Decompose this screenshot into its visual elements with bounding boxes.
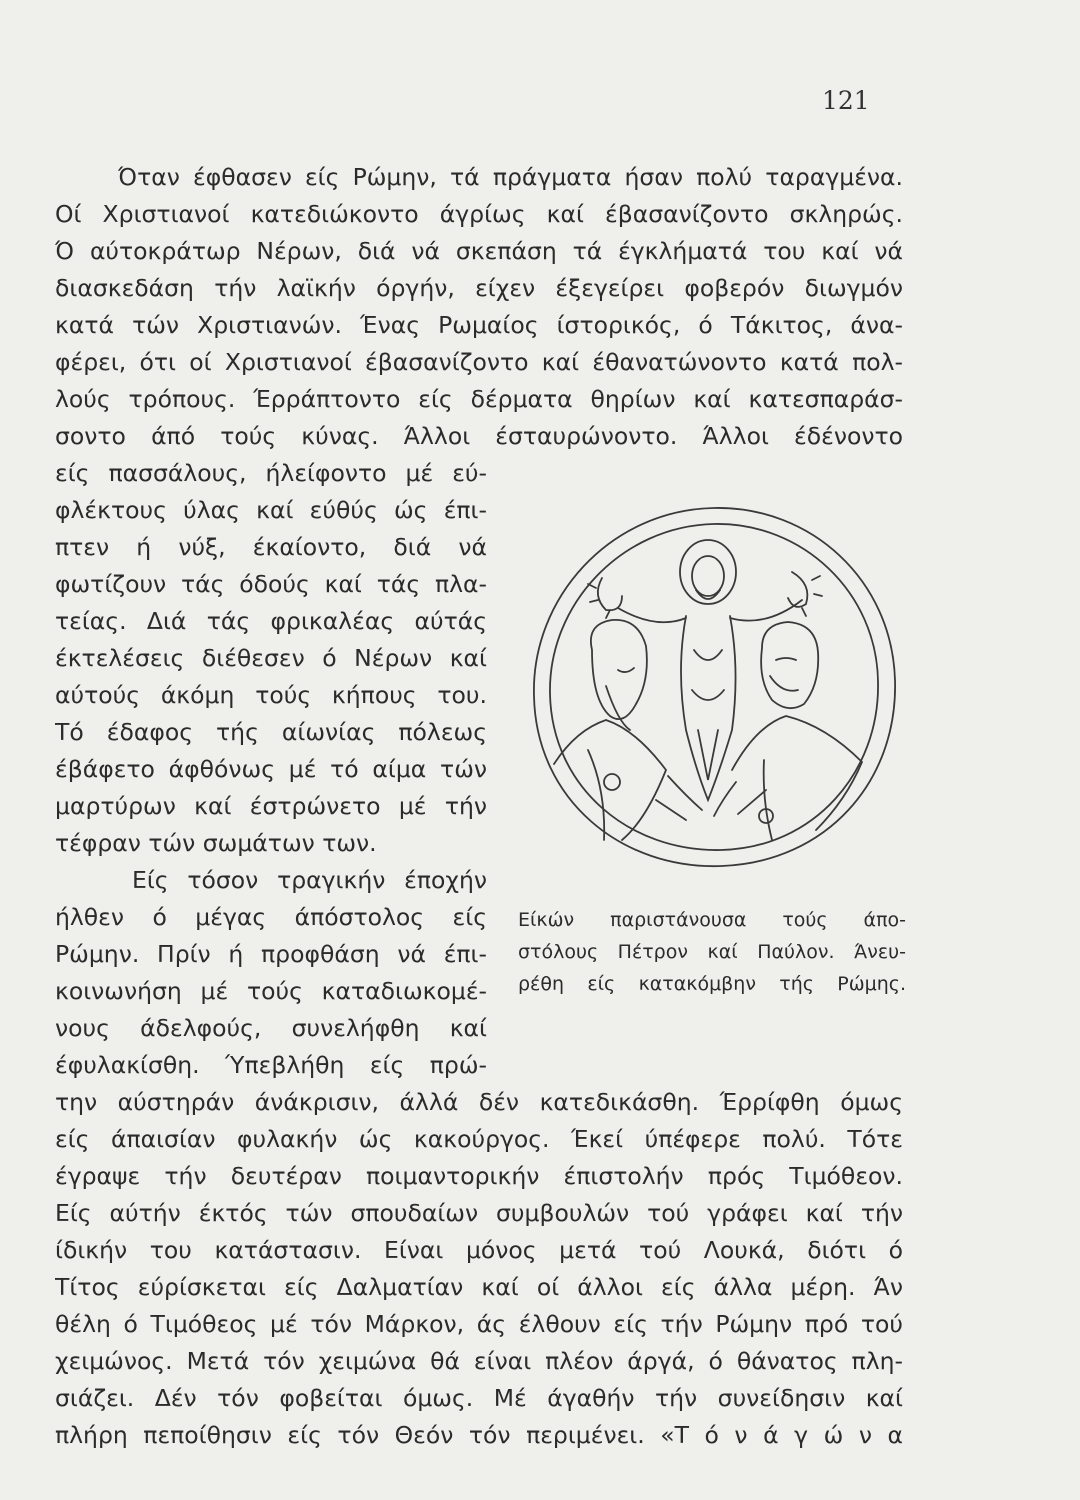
text-line: σοντο άπό τούς κύνας. Άλλοι έσταυρώνοντο. Άλλοι έδένοντο: [55, 422, 903, 450]
apostles-medallion-illustration: [526, 500, 902, 876]
text-line: Ό αύτοκράτωρ Νέρων, διά νά σκεπάση τά έγκλήματά του καί νά: [55, 237, 903, 265]
text-line: θέλη ό Τιμόθεος μέ τόν Μάρκον, άς έλθουν είς τήν Ρώμην πρό τού: [55, 1310, 903, 1338]
text-line: διασκεδάση τήν λαϊκήν όργήν, είχεν έξεγείρει φοβερόν διωγμόν: [55, 274, 903, 302]
text-line: ήλθεν ό μέγας άπόστολος είς: [55, 903, 487, 931]
text-line: Τό έδαφος τής αίωνίας πόλεως: [55, 718, 487, 746]
text-line: τέφραν τών σωμάτων των.: [55, 829, 377, 857]
peter-robe: [732, 716, 862, 840]
text-line: φέρει, ότι οί Χριστιανοί έβασανίζοντο καί έθανατώνοντο κατά πολ-: [55, 348, 903, 376]
text-line: μαρτύρων καί έστρώνετο μέ τήν: [55, 792, 487, 820]
text-line: τείας. Διά τάς φρικαλέας αύτάς: [55, 607, 487, 635]
figure-caption: [518, 904, 906, 1000]
text-line: Είς τόσον τραγικήν έποχήν: [132, 866, 487, 894]
paul-robe: [554, 720, 666, 840]
medallion-outer-ring: [534, 508, 895, 866]
caption-line: Είκών παριστάνουσα τούς άπο-: [518, 909, 906, 931]
text-line: χειμώνος. Μετά τόν χειμώνα θά είναι πλέον άργά, ό θάνατος πλη-: [55, 1347, 903, 1375]
left-wreath: [588, 578, 622, 618]
text-line: λούς τρόπους. Έρράπτοντο είς δέρματα θηρίων καί κατεσπαράσ-: [55, 385, 903, 413]
text-line: κατά τών Χριστιανών. Ένας Ρωμαίος ίστορικός, ό Τάκιτος, άνα-: [55, 311, 903, 339]
text-line: έβάφετο άφθόνως μέ τό αίμα τών: [55, 755, 487, 783]
text-line: έκτελέσεις διέθεσεν ό Νέρων καί: [55, 644, 487, 672]
text-line: αύτούς άκόμη τούς κήπους του.: [55, 681, 487, 709]
text-line: πλήρη πεποίθησιν είς τόν Θεόν τόν περιμένει. «Τ ό ν ά γ ώ ν α: [55, 1421, 903, 1449]
text-line: ίδικήν του κατάστασιν. Είναι μόνος μετά τού Λουκά, διότι ό: [55, 1236, 903, 1264]
text-line: νους άδελφούς, συνελήφθη καί: [55, 1014, 487, 1042]
caption-line: στόλους Πέτρον καί Παύλον. Άνευ-: [518, 941, 906, 963]
text-line: Είς αύτήν έκτός τών σπουδαίων συμβουλών τού γράφει καί τήν: [55, 1199, 903, 1227]
peter-head: [761, 622, 818, 708]
text-line: κοινωνήση μέ τούς καταδιωκομέ-: [55, 977, 487, 1005]
text-line: Όταν έφθασεν είς Ρώμην, τά πράγματα ήσαν πολύ ταραγμένα.: [118, 163, 903, 191]
text-line: είς πασσάλους, ήλείφοντο μέ εύ-: [55, 459, 487, 487]
medallion-inner-ring: [550, 524, 878, 850]
halo: [680, 540, 736, 604]
text-line: είς άπαισίαν φυλακήν ώς κακούργος. Έκεί ύπέφερε πολύ. Τότε: [55, 1125, 903, 1153]
text-line: πτεν ή νύξ, έκαίοντο, διά νά: [55, 533, 487, 561]
text-line: την αύστηράν άνάκρισιν, άλλά δέν κατεδικάσθη. Έρρίφθη όμως: [55, 1088, 903, 1116]
text-line: Τίτος εύρίσκεται είς Δαλματίαν καί οί άλλοι είς άλλα μέρη. Άν: [55, 1273, 903, 1301]
text-line: φλέκτους ύλας καί εύθύς ώς έπι-: [55, 496, 487, 524]
text-line: έφυλακίσθη. Ύπεβλήθη είς πρώ-: [55, 1051, 487, 1079]
text-line: έγραψε τήν δευτέραν ποιμαντορικήν έπιστολήν πρός Τιμόθεον.: [55, 1162, 903, 1190]
page-number: 121: [822, 86, 870, 115]
caption-line: ρέθη είς κατακόμβην τής Ρώμης.: [518, 973, 906, 995]
text-line: Οί Χριστιανοί κατεδιώκοντο άγρίως καί έβασανίζοντο σκληρώς.: [55, 200, 903, 228]
christ-body: [681, 616, 736, 800]
right-wreath: [788, 572, 822, 616]
text-line: σιάζει. Δέν τόν φοβείται όμως. Μέ άγαθήν τήν συνείδησιν καί: [55, 1384, 903, 1412]
text-line: Ρώμην. Πρίν ή προφθάση νά έπι-: [55, 940, 487, 968]
text-line: φωτίζουν τάς όδούς καί τάς πλα-: [55, 570, 487, 598]
